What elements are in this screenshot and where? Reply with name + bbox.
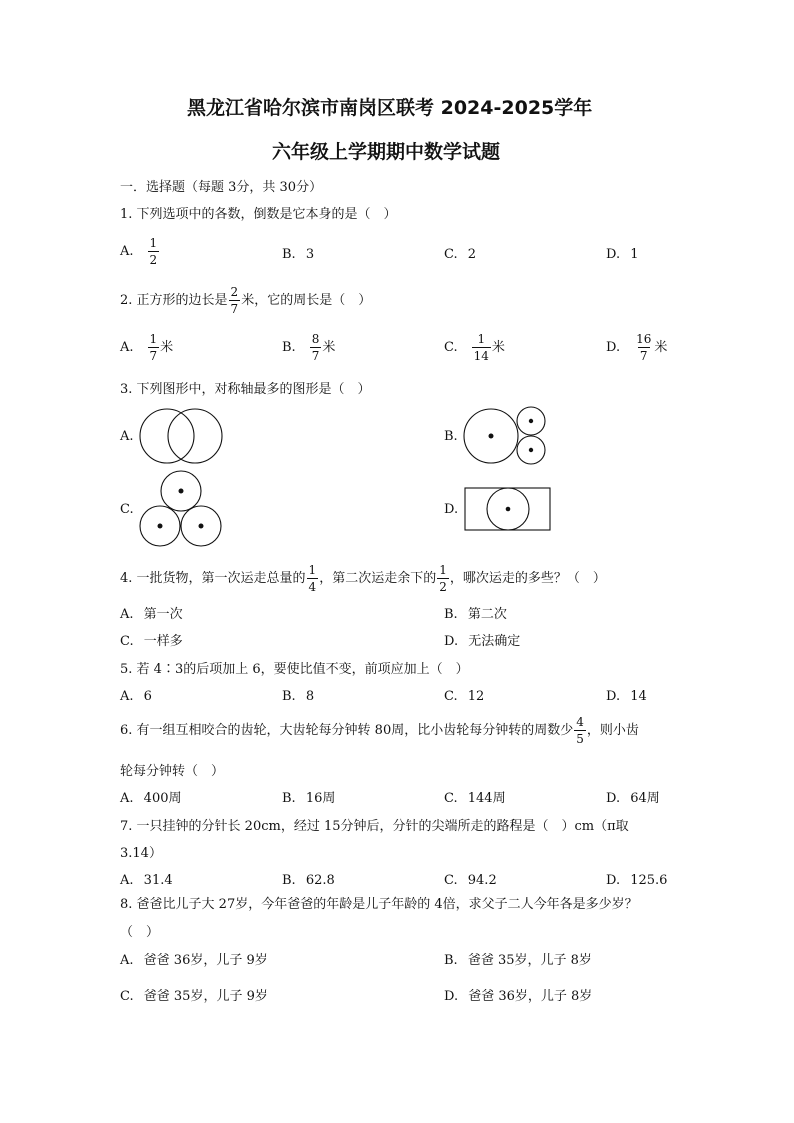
fraction <box>472 333 491 362</box>
q6-option-b[interactable] <box>282 792 335 805</box>
stem-text: ，第二次运走余下的 <box>319 571 437 586</box>
big-circle-two-small-circles-figure <box>462 405 548 467</box>
section-heading: 一．选择题（每题 3分，共 30分） <box>120 180 323 195</box>
q5-option-c[interactable] <box>444 690 484 703</box>
q3-option-b[interactable] <box>444 430 464 443</box>
option-letter: B. <box>444 429 458 444</box>
center-dot <box>158 524 163 529</box>
option-text: 62.8 <box>305 873 335 888</box>
center-dot <box>506 507 511 512</box>
q4-option-a[interactable] <box>120 608 183 621</box>
option-text: 14 <box>630 689 647 704</box>
q1-option-a[interactable] <box>120 237 160 266</box>
option-letter: D. <box>606 873 621 888</box>
option-text: 2 <box>467 247 477 262</box>
q8-option-c[interactable] <box>120 990 268 1003</box>
q7-option-a[interactable] <box>120 874 173 887</box>
question-8-stem-line2: （ ） <box>120 925 160 940</box>
fraction-denominator: 4 <box>308 580 317 594</box>
option-letter: A. <box>120 953 134 968</box>
option-letter: D. <box>606 247 621 262</box>
option-letter: C. <box>120 634 134 649</box>
option-letter: A. <box>120 873 134 888</box>
question-7-stem-line2: 3.14） <box>120 846 162 861</box>
q2-option-c[interactable] <box>444 333 505 362</box>
q2-option-d[interactable] <box>606 333 667 362</box>
fraction-numerator: 8 <box>311 332 320 346</box>
option-letter: C. <box>444 340 458 355</box>
fraction-numerator: 16 <box>636 332 652 346</box>
question-6-stem-line2: 轮每分钟转（ ） <box>120 764 225 779</box>
option-letter: D. <box>444 634 459 649</box>
fraction <box>437 564 449 593</box>
stem-text: ，则小齿 <box>586 723 639 738</box>
fraction-denominator: 14 <box>473 349 489 363</box>
option-text: 爸爸 35岁，儿子 8岁 <box>467 953 592 968</box>
option-letter: C. <box>120 989 134 1004</box>
fraction <box>148 237 160 266</box>
stem-text: 6. 有一组互相咬合的齿轮，大齿轮每分钟转 80周，比小齿轮每分钟转的周数少 <box>120 723 574 738</box>
option-text: 1 <box>630 247 639 262</box>
fraction-numerator: 2 <box>230 285 239 299</box>
question-7-stem: 7. 一只挂钟的分针长 20cm，经过 15分钟后，分针的尖端所走的路程是（ ）cm（π取 <box>120 819 629 834</box>
option-letter: A. <box>120 689 134 704</box>
unit-text: 米 <box>322 340 336 355</box>
fraction <box>307 564 319 593</box>
q4-option-c[interactable] <box>120 635 183 648</box>
option-text: 6 <box>143 689 152 704</box>
q3-option-c[interactable] <box>120 503 140 516</box>
question-2-stem <box>120 286 371 315</box>
unit-text: 米 <box>654 340 668 355</box>
q6-option-c[interactable] <box>444 792 506 805</box>
fraction-denominator: 7 <box>311 349 320 363</box>
question-8-stem: 8. 爸爸比儿子大 27岁，今年爸爸的年龄是儿子年龄的 4倍，求父子二人今年各是多少岁？ <box>120 897 638 912</box>
center-dot <box>529 419 533 423</box>
q4-option-d[interactable] <box>444 635 520 648</box>
q2-option-a[interactable] <box>120 333 173 362</box>
option-letter: A. <box>120 340 134 355</box>
option-text: 无法确定 <box>468 634 521 649</box>
q6-option-a[interactable] <box>120 792 182 805</box>
q8-option-a[interactable] <box>120 954 268 967</box>
question-5-stem: 5. 若 4∶3的后项加上 6，要使比值不变，前项应加上（ ） <box>120 662 469 677</box>
option-letter: A. <box>120 429 134 444</box>
unit-text: 米 <box>491 340 505 355</box>
option-text: 3 <box>305 247 315 262</box>
fraction <box>574 716 586 745</box>
center-dot <box>199 524 204 529</box>
stem-text: ，哪次运走的多些？（ ） <box>449 571 606 586</box>
option-letter: A. <box>120 607 134 622</box>
fraction-denominator: 2 <box>439 580 447 594</box>
two-overlapping-circles-figure <box>138 407 228 465</box>
option-letter: D. <box>444 989 459 1004</box>
question-1-stem: 1. 下列选项中的各数，倒数是它本身的是（ ） <box>120 207 397 222</box>
fraction-numerator: 1 <box>439 563 447 577</box>
option-letter: B. <box>282 340 296 355</box>
option-letter: D. <box>444 502 459 517</box>
option-text: 爸爸 35岁，儿子 9岁 <box>143 989 268 1004</box>
option-letter: B. <box>282 247 296 262</box>
option-text: 爸爸 36岁，儿子 9岁 <box>143 953 268 968</box>
q5-option-b[interactable] <box>282 690 314 703</box>
q3-option-a[interactable] <box>120 430 140 443</box>
question-4-stem <box>120 564 606 593</box>
q1-option-d[interactable] <box>606 248 639 261</box>
fraction <box>229 286 241 315</box>
option-letter: B. <box>444 953 458 968</box>
option-text: 400周 <box>143 791 182 806</box>
three-circles-figure <box>138 470 224 552</box>
stem-text: 米，它的周长是（ ） <box>241 293 372 308</box>
q8-option-b[interactable] <box>444 954 592 967</box>
page-title-line2: 六年级上学期期中数学试题 <box>272 141 501 163</box>
question-6-stem <box>120 716 639 745</box>
option-letter: A. <box>120 791 134 806</box>
option-letter: D. <box>606 340 621 355</box>
q7-option-d[interactable] <box>606 874 667 887</box>
q8-option-d[interactable] <box>444 990 592 1003</box>
option-letter: D. <box>606 689 621 704</box>
option-text: 12 <box>467 689 485 704</box>
fraction-numerator: 1 <box>308 563 317 577</box>
center-dot <box>529 448 533 452</box>
q2-option-b[interactable] <box>282 333 335 362</box>
q6-option-d[interactable] <box>606 792 660 805</box>
unit-text: 米 <box>160 340 174 355</box>
fraction-denominator: 7 <box>230 302 239 316</box>
option-letter: B. <box>282 791 296 806</box>
fraction <box>310 333 322 362</box>
fraction-denominator: 5 <box>576 732 584 746</box>
q1-option-c[interactable] <box>444 248 476 261</box>
q5-option-a[interactable] <box>120 690 152 703</box>
option-letter: D. <box>606 791 621 806</box>
center-dot <box>179 489 184 494</box>
option-letter: C. <box>444 247 458 262</box>
option-text: 125.6 <box>630 873 668 888</box>
option-letter: C. <box>444 689 458 704</box>
q4-option-b[interactable] <box>444 608 507 621</box>
question-3-stem: 3. 下列图形中，对称轴最多的图形是（ ） <box>120 382 371 397</box>
option-letter: C. <box>444 873 458 888</box>
option-letter: A. <box>120 244 134 259</box>
option-text: 8 <box>305 689 315 704</box>
circle-in-rectangle-figure <box>464 486 552 532</box>
option-text: 16周 <box>305 791 336 806</box>
option-text: 144周 <box>467 791 506 806</box>
q1-option-b[interactable] <box>282 248 314 261</box>
page-title-line1: 黑龙江省哈尔滨市南岗区联考 2024-2025学年 <box>187 97 593 119</box>
option-letter: B. <box>444 607 458 622</box>
fraction <box>634 333 653 362</box>
fraction-denominator: 2 <box>149 253 158 267</box>
option-text: 31.4 <box>143 873 173 888</box>
circle-right <box>168 409 222 463</box>
option-text: 第二次 <box>467 607 507 622</box>
option-text: 爸爸 36岁，儿子 8岁 <box>468 989 593 1004</box>
option-letter: B. <box>282 689 296 704</box>
option-letter: B. <box>282 873 296 888</box>
stem-text: 4. 一批货物，第一次运走总量的 <box>120 571 306 586</box>
fraction-numerator: 1 <box>477 332 486 346</box>
option-text: 第一次 <box>143 607 183 622</box>
option-text: 94.2 <box>467 873 497 888</box>
option-text: 64周 <box>630 791 660 806</box>
q3-option-d[interactable] <box>444 503 464 516</box>
fraction-denominator: 7 <box>639 349 648 363</box>
fraction <box>148 333 160 362</box>
q7-option-b[interactable] <box>282 874 335 887</box>
fraction-numerator: 4 <box>576 715 584 729</box>
center-dot <box>489 434 494 439</box>
option-text: 一样多 <box>143 634 183 649</box>
circle-left <box>140 409 194 463</box>
option-letter: C. <box>120 502 134 517</box>
q7-option-c[interactable] <box>444 874 497 887</box>
fraction-numerator: 1 <box>149 332 158 346</box>
q5-option-d[interactable] <box>606 690 647 703</box>
fraction-denominator: 7 <box>149 349 158 363</box>
fraction-numerator: 1 <box>149 236 158 250</box>
stem-text: 2. 正方形的边长是 <box>120 293 228 308</box>
option-letter: C. <box>444 791 458 806</box>
